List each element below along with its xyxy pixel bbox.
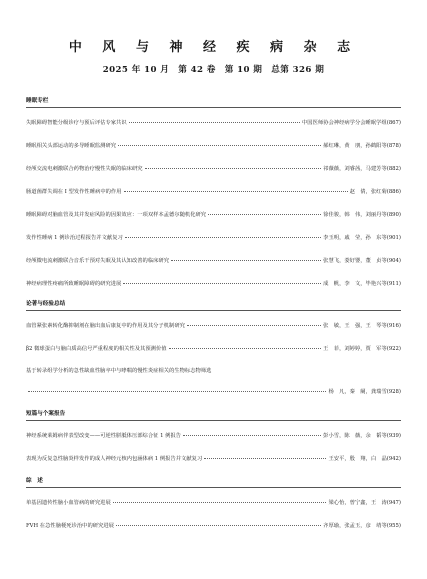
- dot-leader: [118, 145, 321, 146]
- dot-leader: [125, 237, 321, 238]
- article-page: (947): [386, 500, 401, 506]
- article-authors: 齐厚瑜，张孟玉，彦 靖等: [323, 523, 387, 529]
- article-title: 发作性睡病 1 例诊治过程报告并文献复习: [26, 235, 123, 241]
- dot-leader: [113, 502, 327, 503]
- article-page: (942): [386, 456, 401, 462]
- section-title: 短篇与个案报告: [26, 411, 66, 417]
- dot-leader: [123, 283, 321, 284]
- toc-entry[interactable]: [26, 521, 401, 529]
- toc-entry[interactable]: [26, 344, 401, 352]
- article-authors: 成 帆，李 文，毕艳兴等: [323, 281, 387, 287]
- article-authors: 徐佳骏，韩 伟，刘丽丹等: [323, 212, 387, 218]
- article-authors: 梁心怡，曾宁鑫，王 涛: [328, 500, 387, 506]
- article-authors: 祁薇薇，刘睿茜，马建芳等: [323, 166, 387, 172]
- article-page: (882): [386, 166, 401, 172]
- article-authors: 王 菲，刘婷婷，贾 军等: [323, 346, 387, 352]
- toc-entry[interactable]: [26, 321, 401, 329]
- section-title: 综 述: [26, 478, 43, 484]
- toc-entry[interactable]: [26, 187, 401, 195]
- article-title: 表现为反复急性脑炎样发作的成人神经元核内包涵体病 1 例报告并文献复习: [26, 456, 203, 462]
- section-divider: [26, 107, 401, 108]
- article-title: 睡眠障碍对脑血管及其并发症风险的因果效应：一项双样本孟德尔随机化研究: [26, 212, 207, 218]
- section-title: 睡眠专栏: [26, 98, 49, 104]
- article-page: (916): [386, 323, 401, 329]
- dot-leader: [183, 435, 321, 436]
- article-title: 基于转录组学分析的急性缺血性脑卒中与哮喘的慢性炎症相关的生物标志物筛选: [26, 368, 212, 374]
- article-page: (901): [386, 235, 401, 241]
- dot-leader: [129, 122, 300, 123]
- article-title: 睡眠相关头部运动的多导睡眠监测研究: [26, 143, 117, 149]
- toc-entry[interactable]: [26, 141, 401, 149]
- toc-entry[interactable]: [26, 279, 401, 287]
- article-authors: 彭小雪，陈 薇，余 韬等: [323, 433, 387, 439]
- section-divider: [26, 420, 401, 421]
- article-page: (886): [386, 189, 401, 195]
- article-page: (955): [386, 523, 401, 529]
- article-page: (890): [386, 212, 401, 218]
- article-authors: 杨 凡，秦 阑，龚瑞雪: [328, 389, 387, 395]
- section-divider: [26, 487, 401, 488]
- table-of-contents: [26, 96, 401, 529]
- article-page: (878): [386, 143, 401, 149]
- article-title: 经颅交流电刺激联合药物治疗慢性失眠的临床研究: [26, 166, 143, 172]
- toc-entry[interactable]: [26, 498, 401, 506]
- dot-leader: [145, 168, 322, 169]
- article-title: 失眠障碍智能分级诊疗与预后评估专家共识: [26, 120, 127, 126]
- dot-leader: [171, 260, 321, 261]
- article-authors: 中国医师协会神经病学分会睡眠学组: [301, 120, 387, 126]
- dot-leader: [187, 325, 321, 326]
- toc-entry[interactable]: [26, 164, 401, 172]
- article-title: 血管紧张素转化酶抑制剂在脑出血后康复中的作用及其分子机制研究: [26, 323, 185, 329]
- toc-entry-continued[interactable]: [26, 387, 401, 395]
- section-title: 论著与经验总结: [26, 301, 66, 307]
- section-divider: [26, 310, 401, 311]
- article-page: (867): [386, 120, 401, 126]
- article-authors: 张 敏，王 强，王 琴等: [323, 323, 387, 329]
- toc-entry[interactable]: [26, 366, 401, 374]
- article-authors: 郝红琳，黄 朋，孙鹤阳等: [323, 143, 387, 149]
- article-title: 神经病理性疼痛所致睡眠障碍的研究进展: [26, 281, 122, 287]
- toc-entry[interactable]: [26, 233, 401, 241]
- dot-leader: [204, 458, 326, 459]
- dot-leader: [124, 191, 348, 192]
- article-authors: 王安平，殷 翔，白 晶: [328, 456, 387, 462]
- article-title: FVH 在急性脑梗死诊治中的研究进展: [26, 523, 114, 529]
- dot-leader: [169, 348, 322, 349]
- article-title: β2 微球蛋白与脑白质高信号严重程度的相关性及其预测价值: [26, 346, 167, 352]
- article-page: (928): [386, 389, 401, 395]
- dot-leader: [208, 214, 321, 215]
- toc-section-sleep: [26, 96, 401, 287]
- dot-leader: [116, 525, 321, 526]
- toc-entry[interactable]: [26, 454, 401, 462]
- article-title: 肠道菌群失调在 I 型发作性睡病中的作用: [26, 189, 122, 195]
- toc-section-reviews: [26, 476, 401, 529]
- issue-line: 2025 年 10 月 第 42 卷 第 10 期 总第 326 期: [102, 65, 325, 75]
- journal-header: [0, 36, 427, 75]
- article-authors: 赵 倩，张红菊: [349, 189, 387, 195]
- dot-leader: [28, 391, 326, 392]
- journal-title: 中 风 与 神 经 疾 病 杂 志: [68, 40, 359, 55]
- toc-entry[interactable]: [26, 210, 401, 218]
- article-authors: 李玉明，戚 莹，孙 东等: [323, 235, 387, 241]
- toc-entry[interactable]: [26, 431, 401, 439]
- article-title: 单基因遗传性脑小血管病的研究进展: [26, 500, 111, 506]
- article-title: 神经系统莱姆病伴表型改变——可逆性胼胝体压部综合征 1 例报告: [26, 433, 182, 439]
- article-page: (939): [386, 433, 401, 439]
- article-title: 经颅微电流刺激联合音乐干预对失眠及其认知改善的临床研究: [26, 258, 170, 264]
- toc-section-articles: [26, 299, 401, 395]
- article-page: (922): [386, 346, 401, 352]
- article-authors: 张慧飞，娄好婴，董 贞等: [323, 258, 387, 264]
- article-page: (904): [386, 258, 401, 264]
- toc-entry[interactable]: [26, 118, 401, 126]
- toc-section-case-reports: [26, 409, 401, 462]
- article-page: (911): [386, 281, 401, 287]
- toc-entry[interactable]: [26, 256, 401, 264]
